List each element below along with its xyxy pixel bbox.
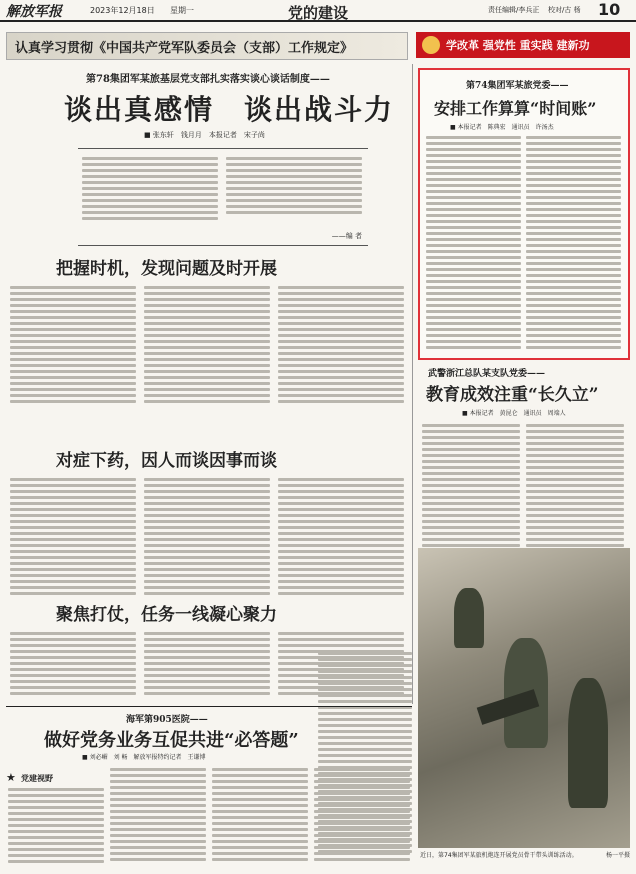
- bottom-byline: ■ 刘必嵋 刘 畅 解放军报特约记者 王谦博: [82, 754, 206, 761]
- soldier-figure-3: [568, 678, 608, 808]
- photo-credit: 杨一平摄: [605, 852, 630, 859]
- editor-note-box: [78, 148, 368, 246]
- editor-credit: 责任编辑/李兵正: [488, 6, 540, 14]
- feature-article: [418, 68, 630, 360]
- editor-sign: ——编 者: [331, 232, 362, 240]
- party-emblem-icon: [422, 36, 440, 54]
- page-number: 10: [598, 0, 621, 19]
- lead-kicker: 第78集团军某旅基层党支部扎实落实谈心谈话制度——: [86, 74, 330, 85]
- lead-byline: ■ 张东轩 钱月月 本报记者 宋子尚: [144, 131, 265, 139]
- wuzhen-headline: 教育成效注重“长久立”: [426, 385, 599, 405]
- bottom-kicker: 海军第905医院——: [126, 715, 208, 725]
- training-photo: [418, 548, 630, 848]
- newspaper-logo: 解放军报: [6, 4, 62, 20]
- feature-kicker: 第74集团军某旅党委——: [466, 81, 569, 91]
- wuzhen-byline: ■ 本报记者 黄昆仑 通讯员 周端人: [462, 410, 566, 417]
- study-banner: [6, 32, 408, 60]
- lead-subhead-1: 把握时机，发现问题及时开展: [56, 259, 277, 279]
- feature-headline: 安排工作算算“时间账”: [434, 99, 597, 118]
- bottom-article: [6, 712, 412, 868]
- column-tag-label: 党建视野: [20, 774, 53, 783]
- soldier-figure-1: [454, 588, 484, 648]
- lead-headline: 谈出真感情 谈出战斗力: [64, 93, 395, 126]
- study-banner-title: 认真学习贯彻《中国共产党军队委员会（支部）工作规定》: [15, 41, 354, 56]
- proof-credit: 校对/古 杨: [548, 6, 581, 14]
- masthead: [0, 0, 636, 22]
- issue-weekday: 星期一: [170, 6, 194, 15]
- section-title: 党的建设: [287, 4, 348, 22]
- photo-caption: [420, 852, 630, 860]
- photo-caption-text: 近日，第74集团军某旅机炮连开展党员骨干带头训练活动。: [420, 852, 578, 859]
- issue-date: 2023年12月18日: [90, 6, 155, 15]
- wuzhen-kicker: 武警浙江总队某支队党委——: [428, 369, 546, 379]
- bottom-headline: 做好党务业务互促共进“必答题”: [44, 730, 299, 751]
- lead-subhead-2: 对症下药，因人而谈因事而谈: [56, 451, 277, 471]
- campaign-banner: [416, 32, 630, 58]
- campaign-banner-text: 学改革 强党性 重实践 建新功: [446, 39, 590, 52]
- star-icon: ★: [6, 771, 16, 784]
- feature-byline: ■ 本报记者 陈典宏 通讯员 许汤杰: [450, 124, 554, 131]
- lead-subhead-3: 聚焦打仗，任务一线凝心聚力: [56, 605, 277, 625]
- column-tag: [6, 766, 90, 784]
- lead-article: [6, 64, 410, 704]
